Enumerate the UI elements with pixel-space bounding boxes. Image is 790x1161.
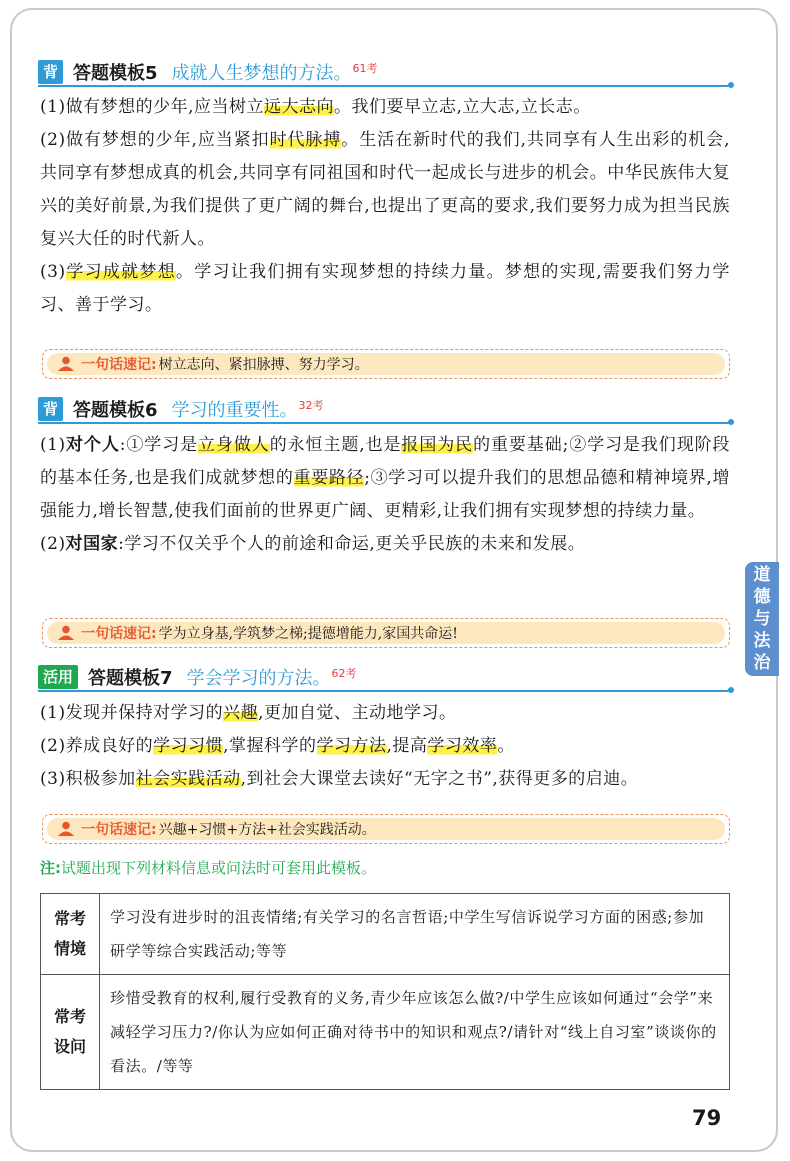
side-tab-char: 治 — [753, 653, 771, 673]
person-icon — [57, 356, 75, 372]
side-tab-char: 道 — [753, 565, 771, 585]
paragraph: (1)对个人:①学习是立身做人的永恒主题,也是报国为民的重要基础;②学习是我们现阶段的基本任务,也是我们成就梦想的重要路径;③学习可以提升我们的思想品德和精神境界,增强能力,增长智慧,使我们面前的世界更广阔、更精彩,让我们拥有实现梦想的持续力量。 (2)对国家:学习不仅关乎个人的前途和命运,更关乎民族的未来和发展。 — [40, 435, 731, 554]
header-underline — [38, 85, 730, 87]
header-underline — [38, 422, 730, 424]
table-row — [41, 975, 730, 1090]
page-number: 79 — [692, 1106, 722, 1130]
side-tab-char: 德 — [753, 587, 771, 607]
recite-tag: 背 — [38, 397, 63, 421]
paragraph: (1)发现并保持对学习的兴趣,更加自觉、主动地学习。 (2)养成良好的学习习惯,掌握科学的学习方法,提高学习效率。 (3)积极参加社会实践活动,到社会大课堂去读好“无字之书”,获得更多的启迪。 — [40, 703, 639, 789]
template-title: 学习的重要性。$^{32考}$ — [171, 399, 324, 421]
template-title: 成就人生梦想的方法。$^{61考}$ — [171, 62, 378, 84]
section-6-header — [38, 395, 324, 423]
memo-text: 树立志向、紧扣脉搏、努力学习。 — [158, 357, 369, 373]
paragraph: (1)做有梦想的少年,应当树立远大志向。我们要早立志,立大志,立长志。 (2)做有梦想的少年,应当紧扣时代脉搏。生活在新时代的我们,共同享有人生出彩的机会,共同享有梦想成真的机会,共同享有同祖国和时代一起成长与进步的机会。中华民族伟大复兴的美好前景,为我们提供了更广阔的舞台,也提出了更高的要求,我们要努力成为担当民族复兴大任的时代新人。 (3)学习成就梦想。学习让我们拥有实现梦想的持续力量。梦想的实现,需要我们努力学习、善于学习。 — [40, 97, 731, 315]
note-text: 试题出现下列材料信息或问法时可套用此模板。 — [61, 859, 377, 877]
side-tab-char: 与 — [753, 609, 771, 629]
side-tab-char: 法 — [753, 631, 771, 651]
exam-count: 62考 — [331, 667, 357, 680]
apply-tag: 活用 — [38, 665, 78, 689]
memo-box — [42, 618, 730, 648]
note-label: 注: — [40, 859, 61, 877]
template-number: 答题模板6 — [73, 400, 158, 421]
memo-label: 一句话速记: — [81, 626, 157, 642]
memo-label: 一句话速记: — [81, 822, 157, 838]
memo-box — [42, 814, 730, 844]
table-row — [41, 894, 730, 975]
exam-count: 32考 — [298, 399, 324, 412]
template-number: 答题模板7 — [88, 668, 173, 689]
memo-text: 学为立身基,学筑梦之梯;提德增能力,家国共命运! — [158, 626, 458, 642]
row-text: 学习没有进步时的沮丧情绪;有关学习的名言哲语;中学生写信诉说学习方面的困惑;参加研学等综合实践活动;等等 — [100, 894, 730, 975]
header-underline — [38, 690, 730, 692]
person-icon — [57, 625, 75, 641]
subject-side-tab[interactable] — [745, 562, 779, 676]
section-7-header — [38, 663, 357, 691]
row-label: 常考 设问 — [41, 975, 100, 1090]
memo-label: 一句话速记: — [81, 357, 157, 373]
row-text: 珍惜受教育的权利,履行受教育的义务,青少年应该怎么做?/中学生应该如何通过“会学”来减轻学习压力?/你认为应如何正确对待书中的知识和观点?/请针对“线上自习室”谈谈你的看法。/等等 — [100, 975, 730, 1090]
template-title: 学会学习的方法。$^{62考}$ — [186, 667, 357, 689]
person-icon — [57, 821, 75, 837]
row-label: 常考 情境 — [41, 894, 100, 975]
memo-box — [42, 349, 730, 379]
memo-text: 兴趣+习惯+方法+社会实践活动。 — [158, 822, 376, 838]
section-5-header — [38, 58, 378, 86]
note — [40, 857, 376, 878]
exam-count: 61考 — [352, 62, 378, 75]
template-number: 答题模板5 — [73, 63, 158, 84]
context-table — [40, 893, 730, 1090]
recite-tag: 背 — [38, 60, 63, 84]
